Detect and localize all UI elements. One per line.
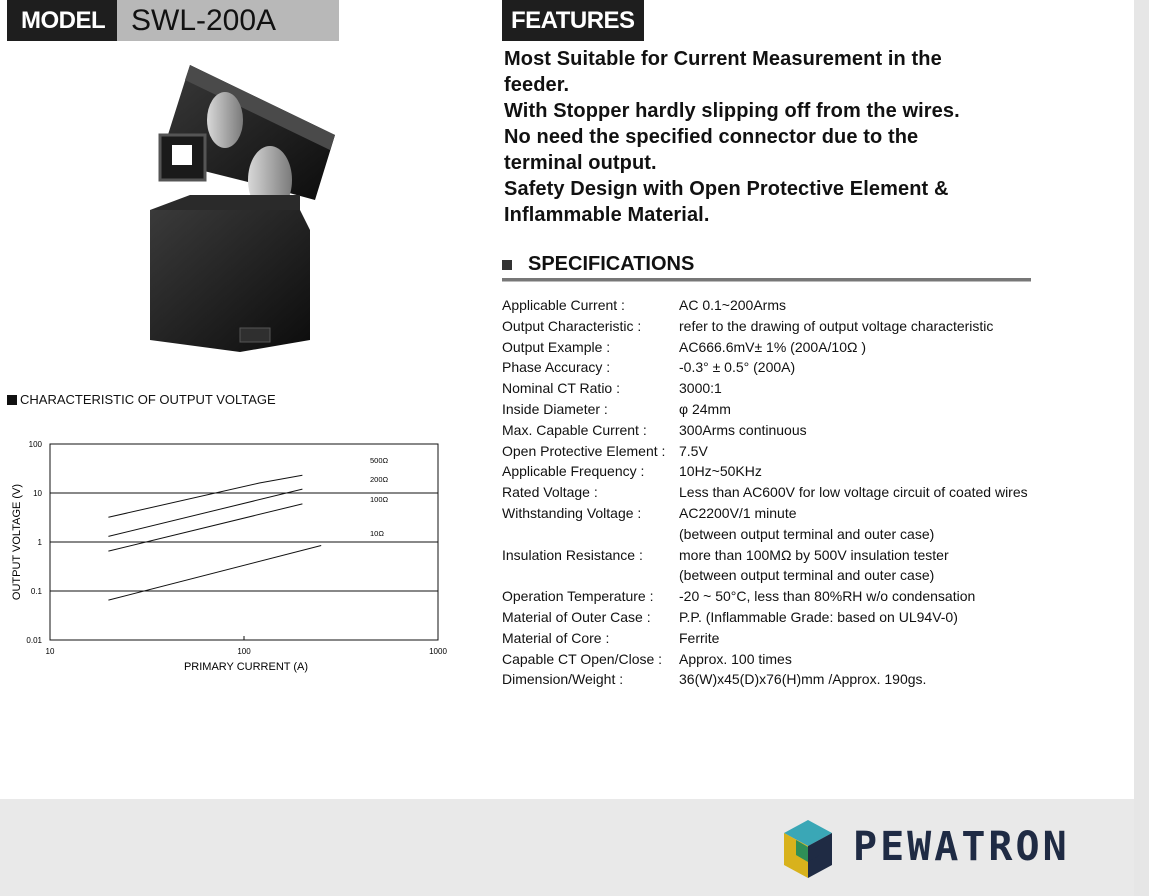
y-tick-label: 10 bbox=[33, 489, 42, 498]
spec-label: Applicable Current : bbox=[502, 297, 625, 313]
spec-label: Material of Outer Case : bbox=[502, 608, 651, 625]
x-tick-label: 100 bbox=[237, 647, 251, 656]
spec-label: Insulation Resistance : bbox=[502, 546, 643, 563]
y-tick-label: 0.01 bbox=[26, 636, 42, 645]
features-list bbox=[504, 46, 1024, 228]
spec-row bbox=[502, 295, 1028, 316]
spec-row bbox=[502, 316, 1028, 337]
spec-label: Nominal CT Ratio : bbox=[502, 380, 621, 397]
spec-row bbox=[502, 461, 1028, 482]
feature-line: Most Suitable for Current Measurement in the bbox=[504, 48, 942, 70]
x-tick-label: 10 bbox=[45, 647, 55, 656]
spec-row bbox=[502, 607, 1028, 628]
current-transformer-image bbox=[130, 60, 350, 360]
spec-row bbox=[502, 337, 1028, 358]
spec-value: AC2200V/1 minute bbox=[679, 504, 797, 521]
features-heading: FEATURES bbox=[502, 0, 644, 41]
spec-row bbox=[502, 545, 1028, 566]
spec-label: Max. Capable Current : bbox=[502, 421, 647, 438]
model-number: SWL-200A bbox=[117, 0, 339, 41]
spec-row bbox=[502, 586, 1028, 607]
spec-value: Ferrite bbox=[679, 629, 720, 646]
spec-label: Open Protective Element : bbox=[502, 442, 666, 459]
series-label: 500Ω bbox=[370, 456, 389, 465]
section-divider bbox=[502, 278, 1031, 282]
model-badge bbox=[7, 0, 339, 41]
specifications-table bbox=[502, 295, 1028, 690]
feature-line: Inflammable Material. bbox=[504, 204, 710, 226]
series-line bbox=[108, 545, 321, 600]
spec-value: Less than AC600V for low voltage circuit of coated wires bbox=[679, 484, 1028, 501]
spec-label: Inside Diameter : bbox=[502, 400, 608, 417]
spec-label: Output Characteristic : bbox=[502, 317, 642, 334]
spec-value: φ 24mm bbox=[679, 400, 731, 417]
spec-value: 7.5V bbox=[679, 442, 708, 459]
spec-value: 36(W)x45(D)x76(H)mm /Approx. 190gs. bbox=[679, 671, 927, 688]
spec-value: 3000:1 bbox=[679, 380, 722, 397]
spec-value: (between output terminal and outer case) bbox=[679, 525, 935, 542]
output-voltage-chart bbox=[0, 432, 460, 682]
spec-label: Applicable Frequency : bbox=[502, 463, 645, 480]
spec-value: 10Hz~50KHz bbox=[679, 463, 762, 480]
spec-label: Output Example : bbox=[502, 338, 611, 355]
spec-row bbox=[502, 357, 1028, 378]
chart-heading-text: CHARACTERISTIC OF OUTPUT VOLTAGE bbox=[20, 392, 276, 407]
series-label: 100Ω bbox=[370, 495, 389, 504]
spec-row bbox=[502, 649, 1028, 670]
specifications-heading bbox=[502, 253, 694, 276]
x-axis-label: PRIMARY CURRENT (A) bbox=[183, 661, 309, 673]
y-axis-label: OUTPUT VOLTAGE (V) bbox=[11, 483, 23, 601]
y-tick-label: 1 bbox=[37, 538, 42, 547]
spec-label: Withstanding Voltage : bbox=[502, 504, 642, 521]
spec-row bbox=[502, 503, 1028, 524]
pewatron-cube-icon bbox=[778, 818, 838, 882]
brand-name: PEWATRON bbox=[853, 824, 1070, 870]
spec-label: Operation Temperature : bbox=[502, 588, 654, 605]
spec-value: Approx. 100 times bbox=[679, 650, 792, 667]
x-tick-label: 1000 bbox=[429, 647, 447, 656]
spec-value: (between output terminal and outer case) bbox=[679, 567, 935, 584]
spec-row bbox=[502, 482, 1028, 503]
spec-row bbox=[502, 399, 1028, 420]
spec-value: -0.3° ± 0.5° (200A) bbox=[679, 359, 796, 376]
feature-line: terminal output. bbox=[504, 152, 657, 174]
y-tick-label: 100 bbox=[28, 440, 42, 449]
spec-label: Dimension/Weight : bbox=[502, 671, 624, 688]
page-edge-strip bbox=[1134, 0, 1149, 896]
spec-label bbox=[502, 565, 679, 586]
series-label: 10Ω bbox=[370, 529, 384, 538]
spec-label: Rated Voltage : bbox=[502, 484, 598, 501]
spec-label: Phase Accuracy : bbox=[502, 359, 611, 376]
spec-row bbox=[502, 565, 1028, 586]
spec-row bbox=[502, 378, 1028, 399]
specifications-title: SPECIFICATIONS bbox=[528, 253, 695, 275]
spec-value: P.P. (Inflammable Grade: based on UL94V-0) bbox=[679, 608, 958, 625]
spec-value: 300Arms continuous bbox=[679, 421, 807, 438]
feature-line: With Stopper hardly slipping off from the wires. bbox=[504, 100, 960, 122]
spec-value: -20 ~ 50°C, less than 80%RH w/o condensation bbox=[679, 588, 976, 605]
spec-label: Material of Core : bbox=[502, 629, 610, 646]
pewatron-logo bbox=[778, 818, 1108, 882]
spec-label bbox=[502, 524, 679, 545]
spec-value: more than 100MΩ by 500V insulation tester bbox=[679, 546, 949, 563]
spec-row bbox=[502, 669, 1028, 690]
spec-row bbox=[502, 420, 1028, 441]
y-tick-label: 0.1 bbox=[30, 587, 42, 596]
series-line bbox=[108, 489, 302, 536]
spec-row bbox=[502, 524, 1028, 545]
spec-row bbox=[502, 628, 1028, 649]
chart-heading bbox=[7, 392, 276, 407]
square-bullet-icon bbox=[7, 395, 17, 405]
spec-value: AC666.6mV± 1% (200A/10Ω ) bbox=[679, 338, 867, 355]
series-label: 200Ω bbox=[370, 475, 389, 484]
spec-row bbox=[502, 441, 1028, 462]
spec-label: Capable CT Open/Close : bbox=[502, 650, 663, 667]
model-label: MODEL bbox=[7, 0, 117, 41]
spec-value: refer to the drawing of output voltage characteristic bbox=[679, 317, 994, 334]
feature-line: feeder. bbox=[504, 74, 570, 96]
square-bullet-icon bbox=[502, 260, 512, 270]
spec-value: AC 0.1~200Arms bbox=[679, 297, 786, 313]
feature-line: No need the specified connector due to the bbox=[504, 126, 919, 148]
feature-line: Safety Design with Open Protective Element & bbox=[504, 178, 949, 200]
